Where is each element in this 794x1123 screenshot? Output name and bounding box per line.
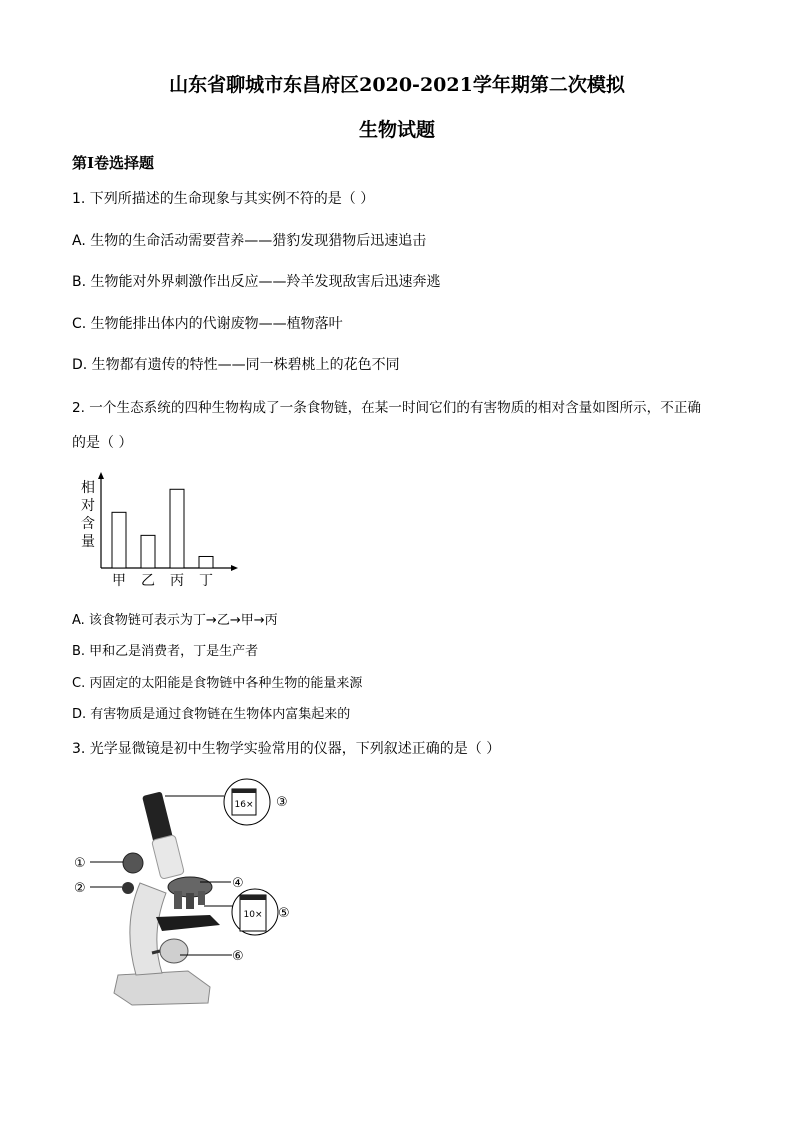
mirror — [160, 939, 188, 963]
bar-4 — [199, 556, 213, 568]
ylabel-char-4: 量 — [81, 534, 95, 550]
stage — [156, 915, 220, 931]
ylabel-char-2: 对 — [81, 498, 95, 514]
label-6: ⑥ — [232, 949, 244, 964]
x-axis-arrow — [231, 565, 238, 571]
page-subtitle: 生物试题 — [358, 119, 435, 141]
objective-lens-2 — [186, 893, 194, 909]
label-2: ② — [74, 881, 86, 896]
label-5: ⑤ — [278, 906, 290, 921]
q1-stem: 1. 下列所描述的生命现象与其实例不符的是（ ） — [72, 191, 375, 207]
ylabel-char-1: 相 — [81, 480, 95, 496]
label-3: ③ — [276, 795, 288, 810]
microscope-base — [114, 971, 210, 1005]
page-title: 山东省聊城市东昌府区2020-2021学年期第二次模拟 — [169, 74, 625, 96]
objective-detail-cap — [240, 895, 266, 900]
q2-option-c: C. 丙固定的太阳能是食物链中各种生物的能量来源 — [72, 676, 363, 691]
microscope-tube — [152, 835, 185, 880]
label-4: ④ — [232, 876, 244, 891]
y-axis-arrow — [98, 472, 104, 479]
q2-stem-line2: 的是（ ） — [72, 435, 133, 451]
fine-focus-knob — [122, 882, 134, 894]
q1-option-c: C. 生物能排出体内的代谢废物——植物落叶 — [72, 316, 343, 332]
eyepiece-magnification: 16× — [234, 800, 254, 810]
eyepiece-detail-cap — [232, 789, 256, 793]
objective-magnification: 10× — [243, 910, 263, 920]
section-heading: 第Ⅰ卷选择题 — [72, 154, 155, 172]
x-tick-label: 丙 — [170, 573, 184, 589]
microscope-figure — [70, 775, 310, 1015]
coarse-focus-knob — [123, 853, 143, 873]
q2-option-a: A. 该食物链可表示为丁→乙→甲→丙 — [72, 613, 278, 628]
q2-stem-line1: 2. 一个生态系统的四种生物构成了一条食物链，在某一时间它们的有害物质的相对含量如图所示，不正确 — [72, 400, 702, 416]
q2-option-d: D. 有害物质是通过食物链在生物体内富集起来的 — [72, 707, 351, 722]
objective-lens-3 — [198, 891, 205, 905]
q2-option-b: B. 甲和乙是消费者，丁是生产者 — [72, 644, 259, 659]
bar-2 — [141, 535, 155, 568]
q1-option-b: B. 生物能对外界刺激作出反应——羚羊发现敌害后迅速奔逃 — [72, 274, 441, 290]
x-tick-label: 丁 — [199, 573, 213, 589]
ylabel-char-3: 含 — [81, 516, 95, 532]
q1-option-a: A. 生物的生命活动需要营养——猎豹发现猎物后迅速追击 — [72, 233, 427, 249]
x-tick-label: 甲 — [112, 573, 126, 589]
label-1: ① — [74, 856, 86, 871]
x-tick-label: 乙 — [141, 573, 155, 589]
q3-stem: 3. 光学显微镜是初中生物学实验常用的仪器，下列叙述正确的是（ ） — [72, 741, 501, 757]
microscope-arm — [130, 883, 166, 975]
bar-1 — [112, 512, 126, 568]
bar-chart — [72, 472, 242, 592]
bar-3 — [170, 489, 184, 568]
q1-option-d: D. 生物都有遗传的特性——同一株碧桃上的花色不同 — [72, 357, 400, 373]
mirror-mount — [152, 951, 160, 953]
objective-lens-1 — [174, 891, 182, 909]
